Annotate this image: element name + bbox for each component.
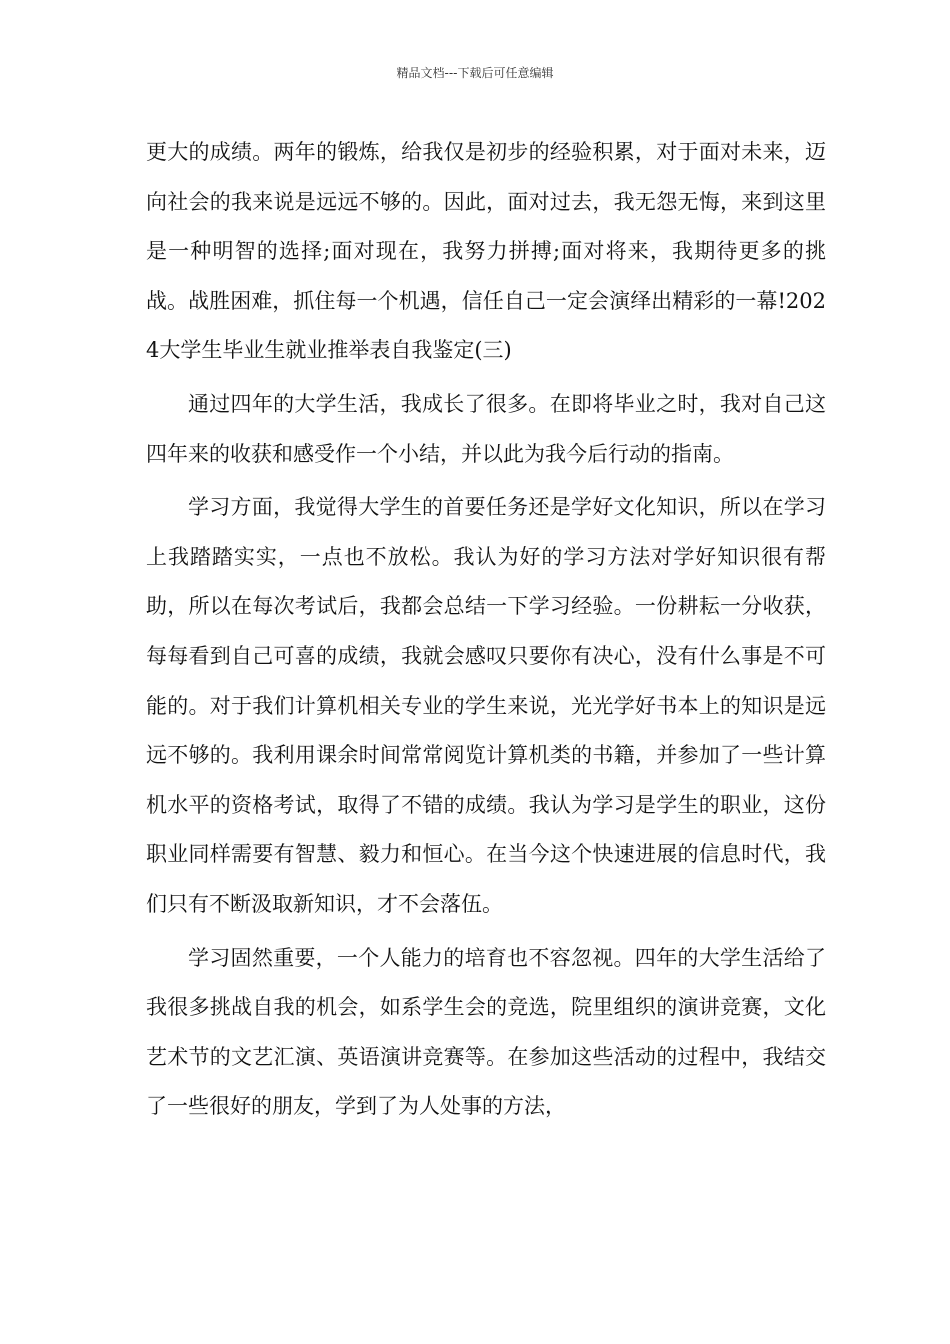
paragraph-4: 学习固然重要，一个人能力的培育也不容忽视。四年的大学生活给了我很多挑战自我的机会，如系学生会的竞选，院里组织的演讲竞赛，文化艺术节的文艺汇演、英语演讲竞赛等。在参加这些活动的过程中，我结交了一些很好的朋友，学到了为人处事的方法，: [146, 945, 826, 1119]
page-header: 精品文档---下载后可任意编辑: [396, 66, 554, 80]
paragraph-1: 更大的成绩。两年的锻炼，给我仅是初步的经验积累，对于面对未来，迈向社会的我来说是远远不够的。因此，面对过去，我无怨无悔，来到这里是一种明智的选择;面对现在，我努力拼搏;面对将来，我期待更多的挑战。战胜困难，抓住每一个机遇，信任自己一定会演绎出精彩的一幕!2024大学生毕业生就业推举表自我鉴定(三): [146, 140, 826, 363]
paragraph-3: 学习方面，我觉得大学生的首要任务还是学好文化知识，所以在学习上我踏踏实实，一点也不放松。我认为好的学习方法对学好知识很有帮助，所以在每次考试后，我都会总结一下学习经验。一份耕耘一分收获，每每看到自己可喜的成绩，我就会感叹只要你有决心，没有什么事是不可能的。对于我们计算机相关专业的学生来说，光光学好书本上的知识是远远不够的。我利用课余时间常常阅览计算机类的书籍，并参加了一些计算机水平的资格考试，取得了不错的成绩。我认为学习是学生的职业，这份职业同样需要有智慧、毅力和恒心。在当今这个快速进展的信息时代，我们只有不断汲取新知识，才不会落伍。: [146, 495, 826, 916]
document-body: [146, 128, 826, 1136]
paragraph-2: 通过四年的大学生活，我成长了很多。在即将毕业之时，我对自己这四年来的收获和感受作一个小结，并以此为我今后行动的指南。: [146, 391, 826, 466]
